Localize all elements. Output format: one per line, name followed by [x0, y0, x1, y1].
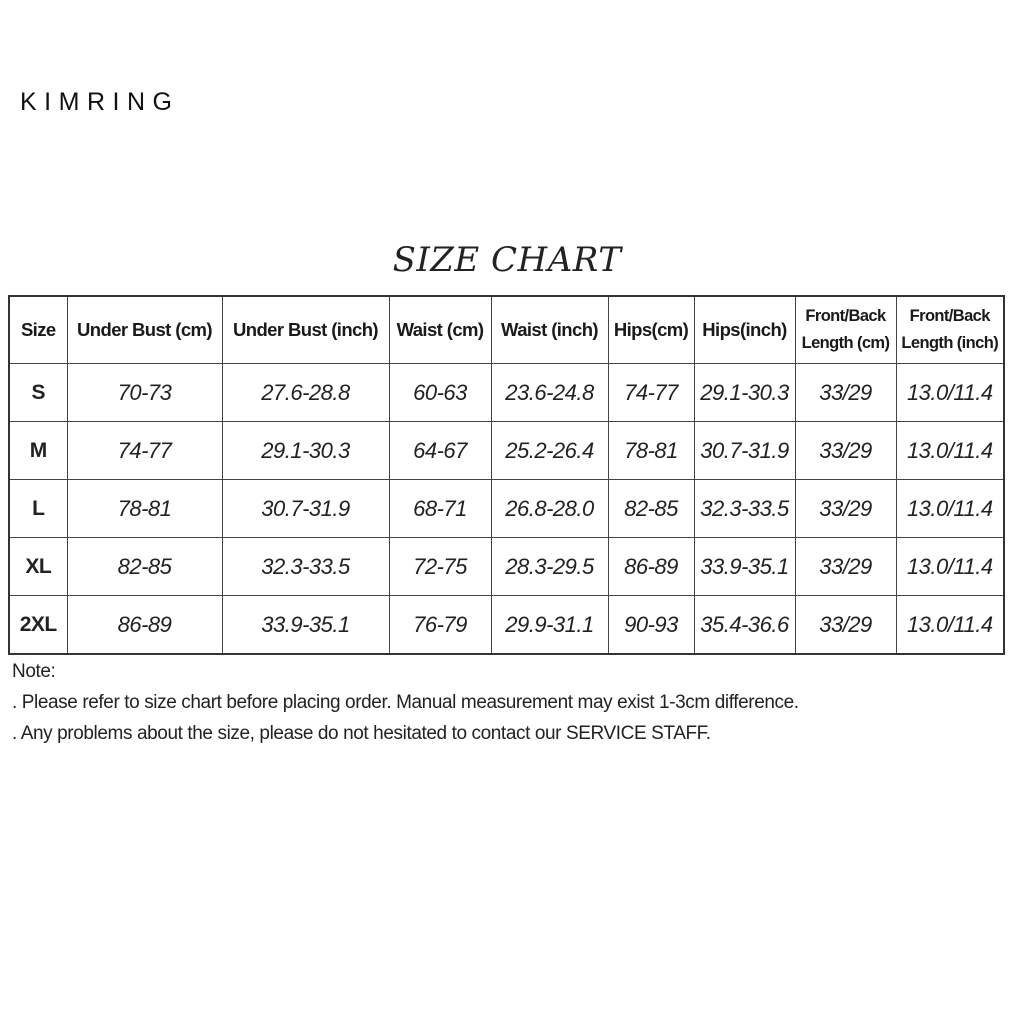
size-label-cell: S: [9, 364, 67, 422]
column-header-text: Hips(inch): [702, 319, 787, 340]
measurement-cell: 33.9-35.1: [694, 538, 795, 596]
column-header-text: Hips(cm): [613, 319, 689, 340]
measurement-cell: 13.0/11.4: [896, 538, 1004, 596]
measurement-cell: 35.4-36.6: [694, 596, 795, 655]
column-header-text: Waist (inch): [501, 319, 598, 340]
column-header-text: Front/Back: [805, 307, 886, 325]
measurement-cell: 29.9-31.1: [491, 596, 608, 655]
measurement-cell: 29.1-30.3: [222, 422, 389, 480]
table-header-row: [9, 296, 1004, 364]
table-row: [9, 364, 1004, 422]
measurement-cell: 25.2-26.4: [491, 422, 608, 480]
column-header: [694, 296, 795, 364]
measurement-cell: 28.3-29.5: [491, 538, 608, 596]
page-title: SIZE CHART: [392, 240, 622, 280]
measurement-cell: 13.0/11.4: [896, 364, 1004, 422]
column-header: [9, 296, 67, 364]
note-line: . Any problems about the size, please do not hesitated to contact our SERVICE STAFF.: [12, 723, 711, 744]
column-header: [222, 296, 389, 364]
size-table: [8, 295, 1005, 655]
measurement-cell: 70-73: [67, 364, 222, 422]
note-line: . Please refer to size chart before placing order. Manual measurement may exist 1-3cm difference.: [12, 692, 799, 713]
measurement-cell: 33/29: [795, 364, 896, 422]
measurement-cell: 78-81: [608, 422, 694, 480]
measurement-cell: 74-77: [67, 422, 222, 480]
measurement-cell: 60-63: [389, 364, 491, 422]
size-label-cell: 2XL: [9, 596, 67, 655]
measurement-cell: 27.6-28.8: [222, 364, 389, 422]
measurement-cell: 82-85: [67, 538, 222, 596]
size-label-cell: L: [9, 480, 67, 538]
column-header-text: Under Bust (inch): [233, 319, 378, 340]
measurement-cell: 64-67: [389, 422, 491, 480]
notes-section: [12, 656, 799, 749]
measurement-cell: 82-85: [608, 480, 694, 538]
measurement-cell: 13.0/11.4: [896, 422, 1004, 480]
table-row: [9, 422, 1004, 480]
column-header-text: Under Bust (cm): [77, 319, 212, 340]
measurement-cell: 29.1-30.3: [694, 364, 795, 422]
size-label-cell: XL: [9, 538, 67, 596]
measurement-cell: 90-93: [608, 596, 694, 655]
column-header-text: Size: [20, 319, 56, 340]
table-row: [9, 480, 1004, 538]
column-header: [491, 296, 608, 364]
column-header: [896, 296, 1004, 364]
measurement-cell: 68-71: [389, 480, 491, 538]
measurement-cell: 86-89: [67, 596, 222, 655]
column-header: [67, 296, 222, 364]
measurement-cell: 32.3-33.5: [222, 538, 389, 596]
table-body: [9, 364, 1004, 655]
measurement-cell: 13.0/11.4: [896, 596, 1004, 655]
table-row: [9, 538, 1004, 596]
measurement-cell: 30.7-31.9: [222, 480, 389, 538]
measurement-cell: 23.6-24.8: [491, 364, 608, 422]
measurement-cell: 26.8-28.0: [491, 480, 608, 538]
column-header: [795, 296, 896, 364]
measurement-cell: 78-81: [67, 480, 222, 538]
measurement-cell: 33/29: [795, 480, 896, 538]
measurement-cell: 76-79: [389, 596, 491, 655]
measurement-cell: 74-77: [608, 364, 694, 422]
column-header-text: Front/Back: [909, 307, 990, 325]
column-header-text: Waist (cm): [396, 319, 484, 340]
measurement-cell: 33.9-35.1: [222, 596, 389, 655]
table-row: [9, 596, 1004, 655]
column-header-text: Length (cm): [801, 334, 890, 352]
column-header: [608, 296, 694, 364]
measurement-cell: 13.0/11.4: [896, 480, 1004, 538]
measurement-cell: 33/29: [795, 422, 896, 480]
column-header: [389, 296, 491, 364]
brand-logo-text: KIMRING: [20, 88, 180, 116]
measurement-cell: 33/29: [795, 538, 896, 596]
notes-heading: Note:: [12, 661, 56, 682]
size-label-cell: M: [9, 422, 67, 480]
measurement-cell: 72-75: [389, 538, 491, 596]
column-header-text: Length (inch): [901, 334, 999, 352]
measurement-cell: 33/29: [795, 596, 896, 655]
measurement-cell: 32.3-33.5: [694, 480, 795, 538]
measurement-cell: 30.7-31.9: [694, 422, 795, 480]
measurement-cell: 86-89: [608, 538, 694, 596]
